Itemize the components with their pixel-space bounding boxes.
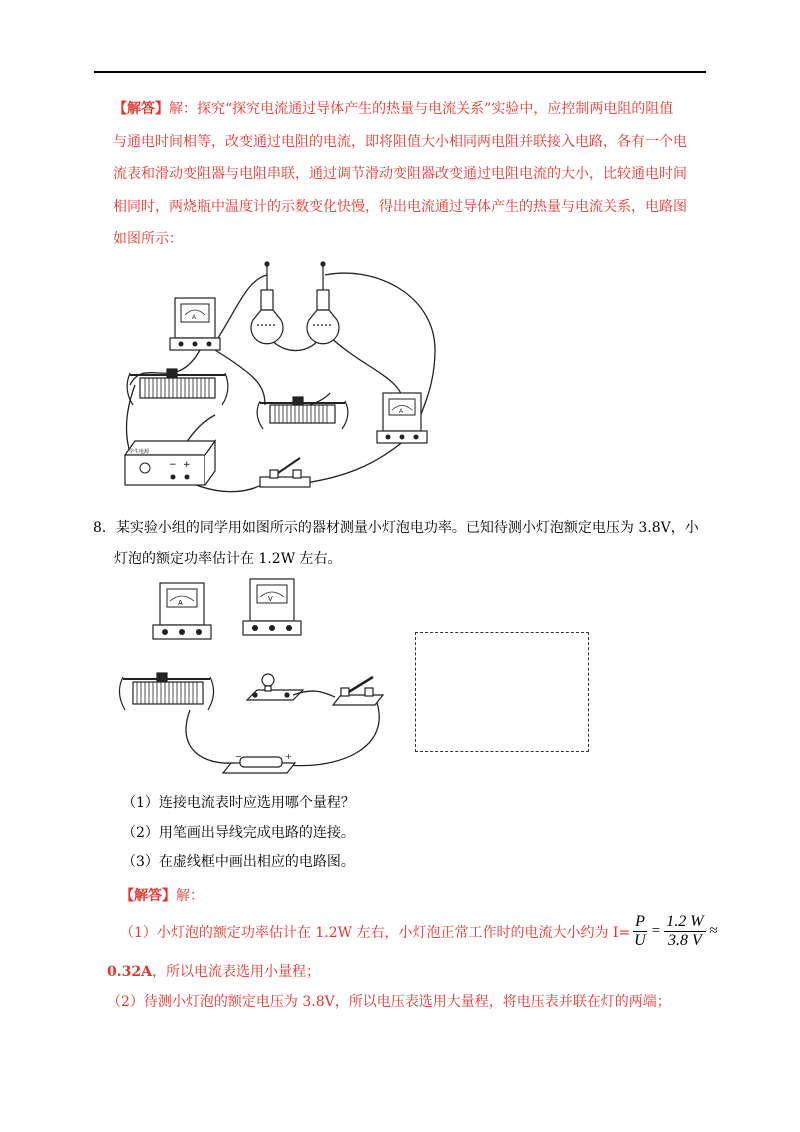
battery-plus: + bbox=[285, 752, 292, 761]
rheostat bbox=[119, 673, 213, 710]
answer-line-2: 与通电时间相等，改变通过电阻的电流，即将阻值大小相同两电阻并联接入电路，各有一个电 bbox=[113, 133, 687, 150]
previous-answer bbox=[113, 93, 713, 256]
power-supply bbox=[125, 441, 215, 485]
battery bbox=[223, 752, 295, 773]
approx-sign: ≈ bbox=[709, 923, 718, 939]
switch bbox=[333, 677, 383, 705]
switch-1 bbox=[260, 458, 310, 487]
voltmeter-label: V bbox=[268, 596, 273, 603]
ammeter-right bbox=[377, 393, 427, 443]
flask-right bbox=[307, 262, 339, 344]
answer-8-header bbox=[120, 885, 204, 905]
answer-8-part-1-text: （1）小灯泡的额定功率估计在 1.2W 左右，小灯泡正常工作时的电流大小约为 I= bbox=[120, 924, 631, 941]
lamp bbox=[247, 674, 303, 700]
fraction-2-denominator: 3.8 V bbox=[667, 932, 702, 949]
current-value: 0.32A bbox=[107, 964, 152, 980]
rheostat-right bbox=[257, 397, 348, 429]
answer-8-part-1-continued bbox=[107, 961, 320, 981]
fraction-values bbox=[664, 913, 705, 950]
header-rule bbox=[94, 71, 706, 73]
ammeter-label: A bbox=[178, 600, 183, 607]
ammeter-2-label: A bbox=[399, 409, 404, 415]
circuit-diagram-box bbox=[415, 632, 589, 752]
question-8-line-1: 8．某实验小组的同学用如图所示的器材测量小灯泡电功率。已知待测小灯泡额定电压为 3.8V，小 bbox=[93, 520, 699, 536]
answer-8-tag: 【解答】 bbox=[120, 888, 176, 904]
power-minus: − bbox=[169, 460, 177, 470]
answer-line-4: 相同时，两烧瓶中温度计的示数变化快慢，得出电流通过导体产生的热量与电流关系，电路图 bbox=[113, 198, 687, 215]
ammeter-top-left bbox=[170, 298, 220, 350]
equals-sign: = bbox=[651, 923, 661, 939]
answer-8-part-2: （2）待测小灯泡的额定电压为 3.8V，所以电压表选用大量程，将电压表并联在灯的两端； bbox=[107, 994, 671, 1010]
answer-8-head-rest: 解： bbox=[176, 888, 204, 904]
components-figure-2 bbox=[115, 575, 395, 780]
answer-8-part-1-rest: ，所以电流表选用小量程； bbox=[151, 964, 320, 980]
answer-tag: 【解答】 bbox=[113, 101, 169, 117]
ammeter bbox=[153, 583, 211, 639]
subquestion-3: （3）在虚线框中画出相应的电路图。 bbox=[122, 854, 355, 870]
question-8 bbox=[93, 513, 713, 575]
rheostat-left bbox=[127, 369, 228, 405]
flask-left bbox=[251, 262, 283, 344]
answer-line-1: 解：探究“探究电流通过导体产生的热量与电流关系”实验中，应控制两电阻的阻值 bbox=[169, 101, 674, 117]
power-supply-label: 学生电源 bbox=[129, 449, 150, 455]
question-8-line-2: 灯泡的额定功率估计在 1.2W 左右。 bbox=[114, 551, 342, 567]
battery-minus: − bbox=[235, 752, 242, 761]
circuit-figure-1 bbox=[115, 255, 455, 500]
answer-line-3: 流表和滑动变阻器与电阻串联，通过调节滑动变阻器改变通过电阻电流的大小，比较通电时间 bbox=[113, 166, 687, 182]
answer-line-5: 如图所示： bbox=[113, 231, 183, 247]
fraction-1-numerator: P bbox=[635, 913, 645, 930]
fraction-2-numerator: 1.2 W bbox=[666, 913, 704, 930]
subquestion-1: （1）连接电流表时应选用哪个量程？ bbox=[122, 795, 355, 811]
fraction-1-denominator: U bbox=[634, 932, 646, 949]
voltmeter bbox=[243, 579, 301, 635]
subquestion-2: （2）用笔画出导线完成电路的连接。 bbox=[122, 825, 355, 841]
fraction-p-over-u bbox=[632, 913, 648, 950]
power-plus: + bbox=[183, 460, 191, 470]
ammeter-1-label: A bbox=[192, 315, 197, 321]
answer-8-part-1 bbox=[120, 913, 720, 950]
